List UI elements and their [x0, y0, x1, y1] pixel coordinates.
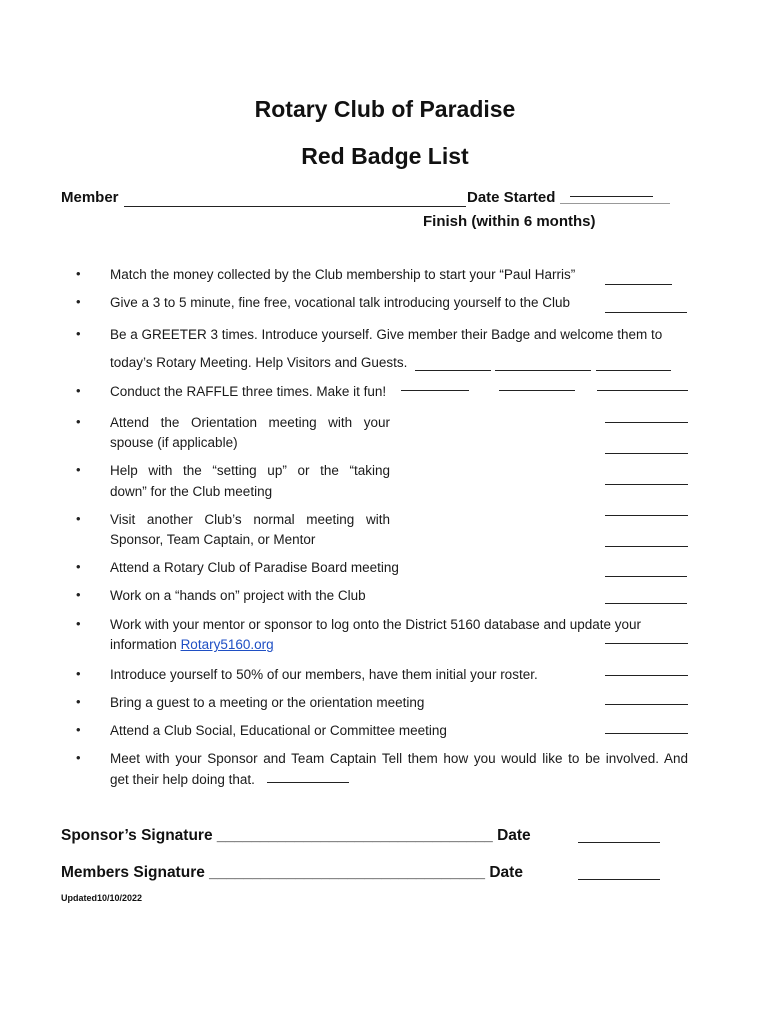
bullet: • — [76, 722, 81, 737]
list-item-hands-on: Work on a “hands on” project with the Club — [110, 588, 366, 603]
list-item-bring-guest: Bring a guest to a meeting or the orientation meeting — [110, 695, 425, 710]
signoff-line[interactable] — [605, 312, 687, 313]
document-title: Rotary Club of Paradise — [254, 96, 516, 122]
signoff-line[interactable] — [605, 603, 687, 604]
bullet: • — [76, 694, 81, 709]
sponsor-date-label: Date — [497, 827, 531, 844]
signoff-line[interactable] — [605, 733, 688, 734]
bullet: • — [76, 462, 81, 477]
signoff-line[interactable] — [499, 390, 575, 391]
members-signature-label: Members Signature — [61, 864, 205, 881]
signoff-line[interactable] — [605, 484, 688, 485]
bullet: • — [76, 326, 81, 341]
bullet: • — [76, 511, 81, 526]
list-item-meet-sponsor: Meet with your Sponsor and Team Captain Tell them how you would like to be involved. And — [110, 751, 688, 766]
list-item-paul-harris: Match the money collected by the Club membership to start your “Paul Harris” — [110, 267, 576, 282]
sponsor-signature-label: Sponsor’s Signature — [61, 827, 213, 844]
signoff-line[interactable] — [605, 284, 672, 285]
signoff-line[interactable] — [605, 515, 688, 516]
signoff-line[interactable] — [415, 370, 491, 371]
signoff-line[interactable] — [597, 390, 688, 391]
bullet: • — [76, 750, 81, 765]
sponsor-signature-field[interactable]: ________________________________ — [216, 827, 493, 844]
signoff-line[interactable] — [605, 453, 688, 454]
bullet: • — [76, 666, 81, 681]
sponsor-date-field[interactable] — [578, 842, 660, 843]
list-item-setting-up: Help with the “setting up” or the “taking — [110, 463, 390, 478]
sponsor-signature-row — [61, 827, 531, 845]
members-signature-row — [61, 864, 523, 882]
list-item-district-database: Work with your mentor or sponsor to log onto the District 5160 database and update your — [110, 617, 642, 632]
signoff-line[interactable] — [605, 675, 688, 676]
finish-label: Finish (within 6 months) — [423, 213, 596, 230]
list-item-greeter: Be a GREETER 3 times. Introduce yourself. Give member their Badge and welcome them to — [110, 327, 663, 342]
member-field[interactable] — [124, 206, 466, 207]
list-item-vocational-talk: Give a 3 to 5 minute, fine free, vocational talk introducing yourself to the Club — [110, 295, 571, 310]
list-item-visit-club-cont: Sponsor, Team Captain, or Mentor — [110, 532, 316, 547]
date-started-field[interactable] — [570, 196, 653, 197]
bullet: • — [76, 414, 81, 429]
list-item-visit-club: Visit another Club’s normal meeting with — [110, 512, 390, 527]
document-subtitle: Red Badge List — [301, 143, 469, 169]
signoff-line[interactable] — [267, 782, 349, 783]
bullet: • — [76, 266, 81, 281]
rotary5160-link[interactable]: Rotary5160.org — [180, 637, 274, 652]
list-item-orientation: Attend the Orientation meeting with your — [110, 415, 390, 430]
list-item-raffle: Conduct the RAFFLE three times. Make it fun! — [110, 384, 387, 399]
members-date-field[interactable] — [578, 879, 660, 880]
updated-date: Updated10/10/2022 — [61, 893, 143, 903]
list-item-orientation-cont: spouse (if applicable) — [110, 435, 238, 450]
signoff-line[interactable] — [605, 643, 688, 644]
date-started-label: Date Started — [467, 189, 556, 206]
signoff-line[interactable] — [605, 422, 688, 423]
member-label: Member — [61, 189, 119, 206]
bullet: • — [76, 587, 81, 602]
list-item-district-database-cont — [110, 635, 274, 655]
signoff-line[interactable] — [605, 546, 688, 547]
list-item-board-meeting: Attend a Rotary Club of Paradise Board meeting — [110, 560, 399, 575]
list-item-setting-up-cont: down” for the Club meeting — [110, 484, 273, 499]
signoff-line[interactable] — [605, 704, 688, 705]
bullet: • — [76, 559, 81, 574]
members-signature-field[interactable]: ________________________________ — [209, 864, 486, 881]
bullet: • — [76, 294, 81, 309]
members-date-label: Date — [489, 864, 523, 881]
list-item-greeter-cont: today’s Rotary Meeting. Help Visitors and Guests. — [110, 355, 408, 370]
list-item-meet-sponsor-cont: get their help doing that. — [110, 772, 255, 787]
signoff-line[interactable] — [401, 390, 469, 391]
bullet: • — [76, 383, 81, 398]
date-started-underline — [560, 203, 670, 204]
list-item-introduce-yourself: Introduce yourself to 50% of our members, have them initial your roster. — [110, 667, 538, 682]
signoff-line[interactable] — [605, 576, 687, 577]
signoff-line[interactable] — [495, 370, 591, 371]
list-item-club-social: Attend a Club Social, Educational or Committee meeting — [110, 723, 447, 738]
bullet: • — [76, 616, 81, 631]
signoff-line[interactable] — [596, 370, 671, 371]
information-text: information — [110, 637, 177, 652]
